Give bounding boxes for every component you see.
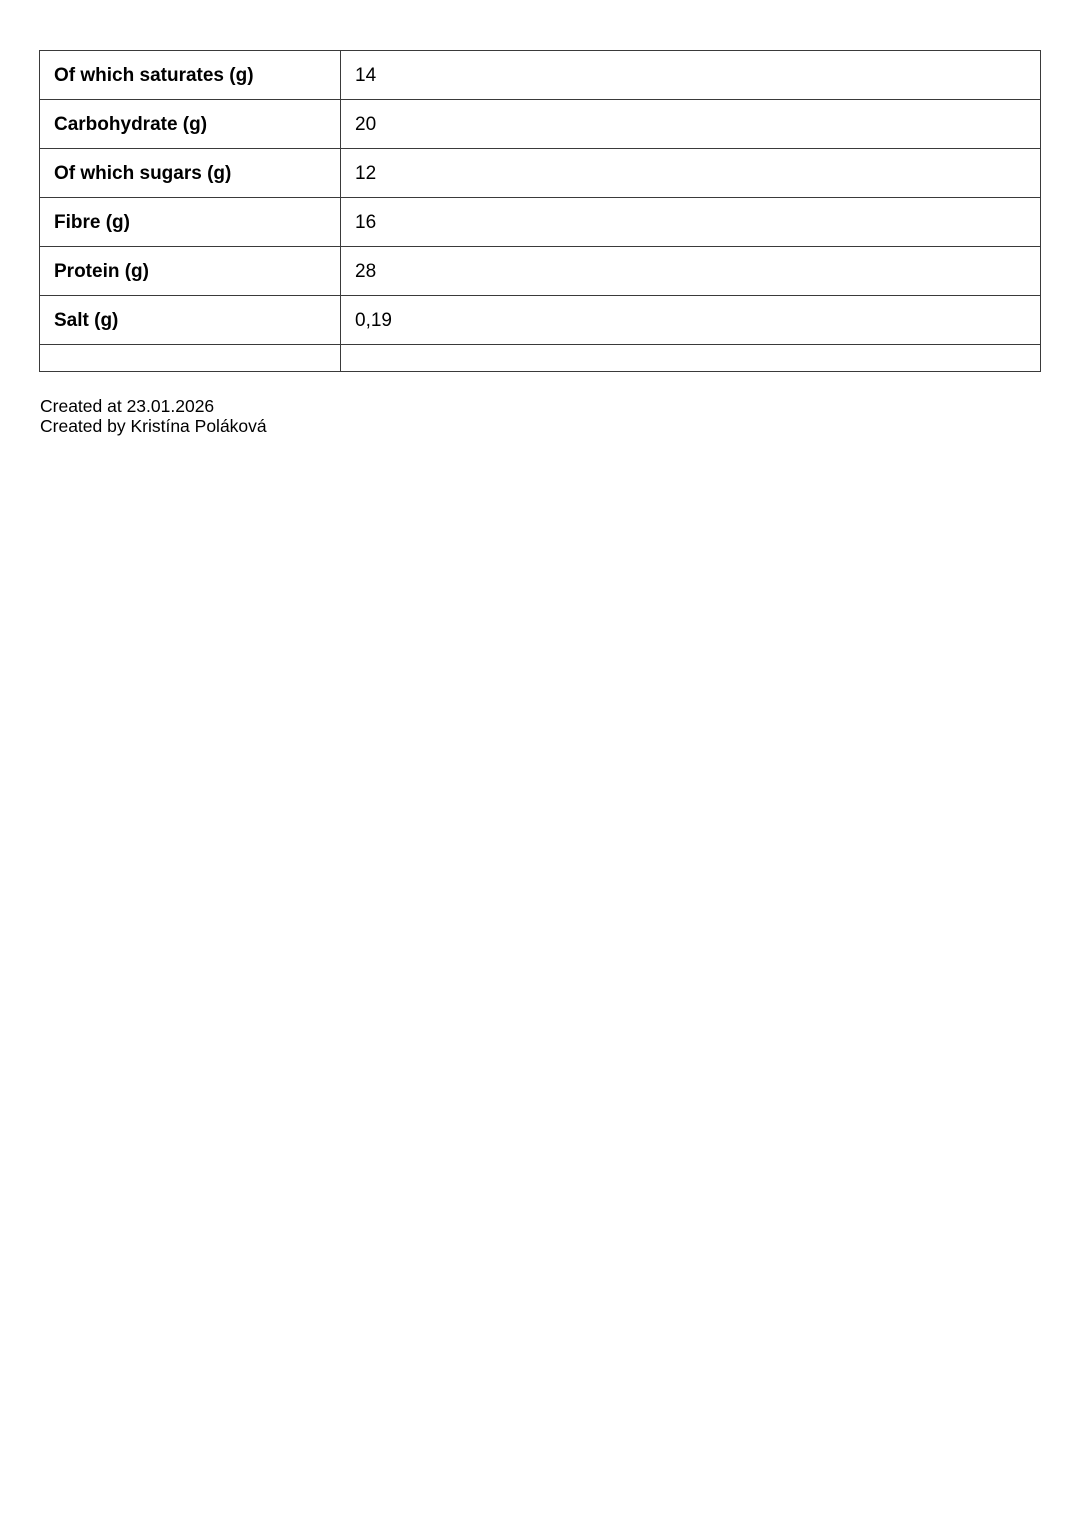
document-footer [40,396,267,436]
nutrient-value: 0,19 [341,296,1041,345]
nutrient-value [341,345,1041,372]
table-row [40,198,1041,247]
nutrient-label: Fibre (g) [40,198,341,247]
table-row [40,296,1041,345]
table-row [40,51,1041,100]
nutrient-label [40,345,341,372]
created-by-text: Created by Kristína Poláková [40,416,267,436]
nutrient-label: Of which saturates (g) [40,51,341,100]
table-row-empty [40,345,1041,372]
created-at-text: Created at 23.01.2026 [40,396,215,416]
nutrient-label: Carbohydrate (g) [40,100,341,149]
nutrient-value: 20 [341,100,1041,149]
table-row [40,247,1041,296]
table-row [40,149,1041,198]
nutrition-table [39,50,1041,372]
table-row [40,100,1041,149]
nutrient-label: Protein (g) [40,247,341,296]
nutrient-value: 14 [341,51,1041,100]
nutrient-value: 16 [341,198,1041,247]
nutrient-label: Of which sugars (g) [40,149,341,198]
nutrient-value: 28 [341,247,1041,296]
nutrient-label: Salt (g) [40,296,341,345]
nutrient-value: 12 [341,149,1041,198]
